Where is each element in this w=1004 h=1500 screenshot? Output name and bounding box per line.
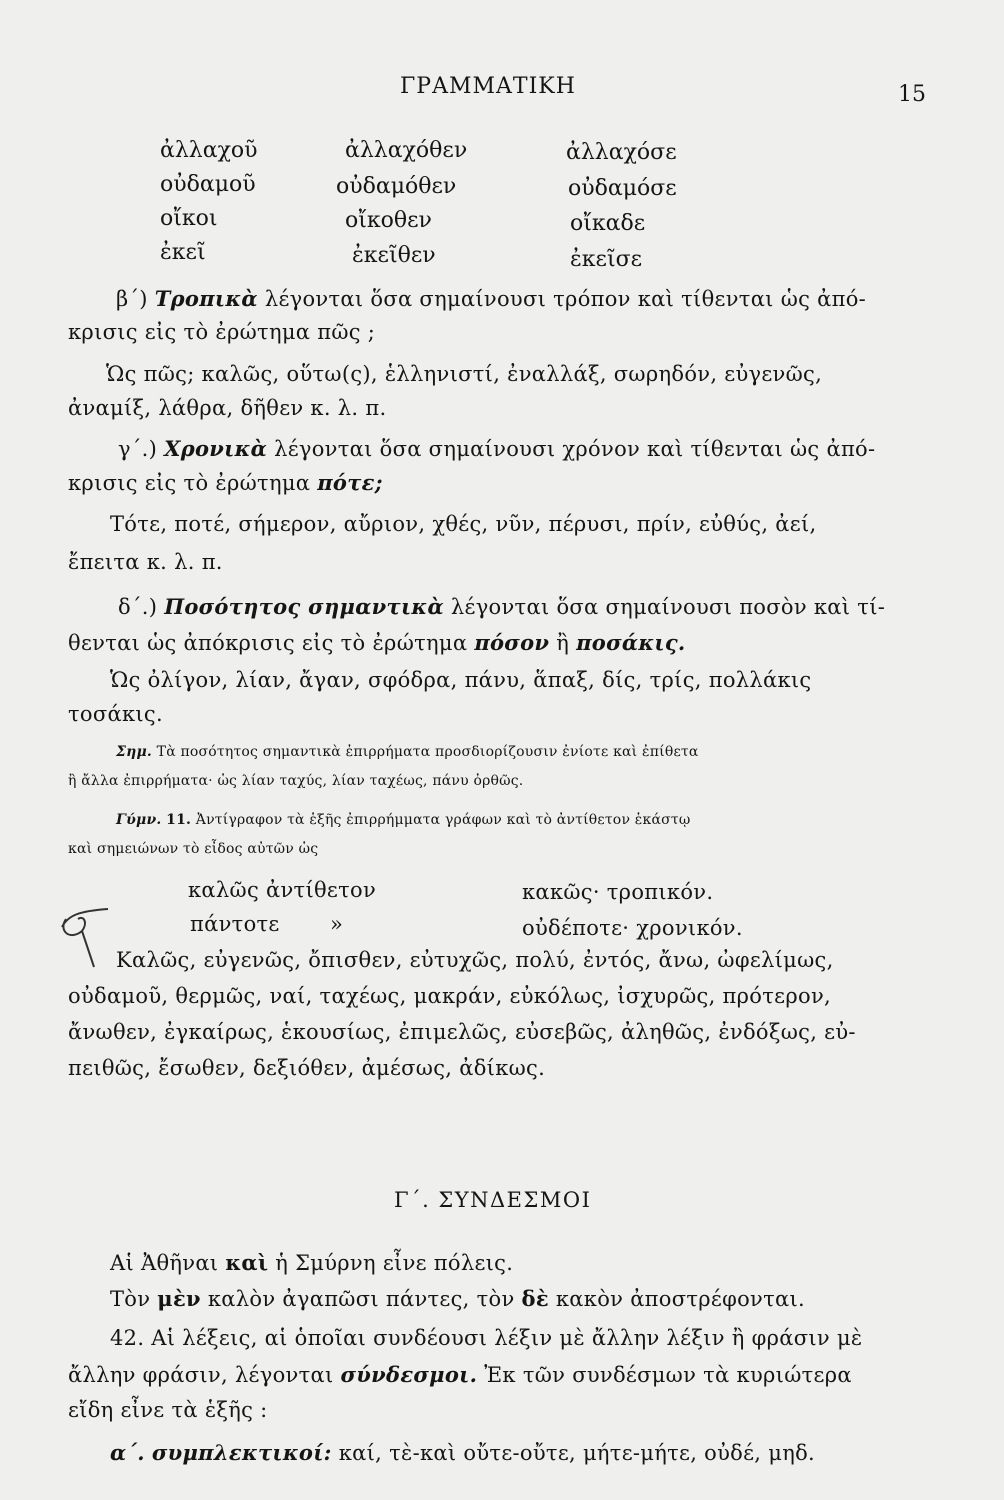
note-line: ἢ ἄλλα ἐπιρρήματα· ὡς λίαν ταχύς, λίαν ταχέως, πάνυ ὀρθῶς. xyxy=(68,773,524,789)
term-symplektikoi: συμπλεκτικοί: xyxy=(151,1440,332,1465)
note-label: Σημ. xyxy=(116,744,152,760)
adverb-cell: ἐκεῖθεν xyxy=(352,243,436,268)
handwritten-mark-icon xyxy=(60,905,114,975)
exercise-number: 11. xyxy=(166,812,192,828)
running-header-title: ΓΡΑΜΜΑΤΙΚΗ xyxy=(400,74,576,99)
adverb-cell: οἴκαδε xyxy=(570,211,646,236)
example-pair: κακῶς· τροπικόν. xyxy=(522,880,714,904)
exercise-word-list: οὐδαμοῦ, θερμῶς, ναί, ταχέως, μακράν, εὐκόλως, ἰσχυρῶς, πρότερον, xyxy=(68,984,831,1008)
paragraph-line: 42. Αἱ λέξεις, αἱ ὁποῖαι συνδέουσι λέξιν μὲ ἄλλην λέξιν ἢ φράσιν μὲ xyxy=(110,1326,863,1350)
exercise-word-list: Καλῶς, εὐγενῶς, ὄπισθεν, εὐτυχῶς, πολύ, ἐντός, ἄνω, ὠφελίμως, xyxy=(116,948,834,972)
example-sentence: Αἱ Ἀθῆναι καὶ ἡ Σμύρνη εἶνε πόλεις. xyxy=(110,1250,514,1275)
paragraph-line: ἄλλην φράσιν, λέγονται σύνδεσμοι. Ἐκ τῶν συνδέσμων τὰ κυριώτερα xyxy=(68,1362,852,1387)
exercise-word-list: πειθῶς, ἔσωθεν, δεξιόθεν, ἀμέσως, ἀδίκως. xyxy=(68,1056,546,1080)
adverb-cell: ἀλλαχοῦ xyxy=(160,138,258,163)
paragraph-number: 42. xyxy=(110,1326,145,1350)
adverb-cell: οἴκοι xyxy=(160,206,218,231)
adverb-cell: ἐκεῖ xyxy=(160,240,206,265)
example-pair: οὐδέποτε· χρονικόν. xyxy=(522,916,743,940)
paragraph-line: κρισις εἰς τὸ ἐρώτημα πότε; xyxy=(68,470,383,495)
adverb-cell: ἀλλαχόθεν xyxy=(345,138,468,163)
example-sentence: Τὸν μὲν καλὸν ἀγαπῶσι πάντες, τὸν δὲ κακὸν ἀποστρέφονται. xyxy=(110,1286,806,1311)
paragraph-line: Ὡς πῶς; καλῶς, οὕτω(ς), ἑλληνιστί, ἐναλλάξ, σωρηδόν, εὐγενῶς, xyxy=(106,362,823,386)
paragraph-line: θενται ὡς ἀπόκρισις εἰς τὸ ἐρώτημα πόσον ἢ ποσάκις. xyxy=(68,630,686,655)
exercise-line: καὶ σημειώνων τὸ εἶδος αὐτῶν ὡς xyxy=(68,841,319,857)
exercise-label: Γύμν. xyxy=(116,812,162,828)
adverb-cell: ἀλλαχόσε xyxy=(566,140,677,165)
paragraph-line: τοσάκις. xyxy=(68,702,163,726)
adverb-cell: οἴκοθεν xyxy=(345,208,432,233)
paragraph-line: ἀναμίξ, λάθρα, δῆθεν κ. λ. π. xyxy=(68,396,387,420)
paragraph-line: ἔπειτα κ. λ. π. xyxy=(68,550,223,574)
paragraph-line: Ὡς ὀλίγον, λίαν, ἄγαν, σφόδρα, πάνυ, ἅπαξ, δίς, τρίς, πολλάκις xyxy=(110,668,812,692)
paragraph-line: δ΄.) Ποσότητος σημαντικὰ λέγονται ὅσα σημαίνουσι ποσὸν καὶ τί- xyxy=(118,594,886,619)
adverb-cell: οὐδαμοῦ xyxy=(160,172,256,197)
note-line: Σημ. Τὰ ποσότητος σημαντικὰ ἐπιρρήματα προσδιορίζουσιν ἐνίοτε καὶ ἐπίθετα xyxy=(116,744,699,760)
paragraph-line: α΄. συμπλεκτικοί: καί, τὲ-καὶ οὔτε-οὔτε, μήτε-μήτε, οὐδέ, μηδ. xyxy=(110,1440,816,1465)
exercise-word-list: ἄνωθεν, ἐγκαίρως, ἑκουσίως, ἐπιμελῶς, εὐσεβῶς, ἀληθῶς, ἐνδόξως, εὐ- xyxy=(68,1020,856,1044)
example-pair: πάντοτε xyxy=(190,912,280,936)
section-heading: Γ΄. ΣΥΝΔΕΣΜΟΙ xyxy=(394,1188,592,1212)
page-number: 15 xyxy=(898,82,926,107)
paragraph-line: γ΄.) Χρονικὰ λέγονται ὅσα σημαίνουσι χρόνον καὶ τίθενται ὡς ἀπό- xyxy=(118,436,876,461)
adverb-cell: ἐκεῖσε xyxy=(570,247,642,272)
term-posotitos: Ποσότητος σημαντικὰ xyxy=(164,594,444,619)
adverb-cell: οὐδαμόθεν xyxy=(336,174,457,199)
exercise-line: Γύμν. 11. Ἀντίγραφον τὰ ἑξῆς ἐπιρρήμματα γράφων καὶ τὸ ἀντίθετον ἑκάστῳ xyxy=(116,812,691,828)
paragraph-line: εἴδη εἶνε τὰ ἑξῆς : xyxy=(68,1398,268,1422)
example-pair: » xyxy=(330,912,344,936)
paragraph-line: κρισις εἰς τὸ ἐρώτημα πῶς ; xyxy=(68,320,376,344)
term-tropika: Τροπικὰ xyxy=(154,286,258,311)
term-chronika: Χρονικὰ xyxy=(164,436,268,461)
paragraph-line: Τότε, ποτέ, σήμερον, αὔριον, χθές, νῦν, πέρυσι, πρίν, εὐθύς, ἀεί, xyxy=(110,512,817,536)
paragraph-line: β΄) Τροπικὰ λέγονται ὅσα σημαίνουσι τρόπον καὶ τίθενται ὡς ἀπό- xyxy=(116,286,867,311)
adverb-cell: οὐδαμόσε xyxy=(568,176,677,201)
example-pair: καλῶς ἀντίθετον xyxy=(188,878,377,902)
